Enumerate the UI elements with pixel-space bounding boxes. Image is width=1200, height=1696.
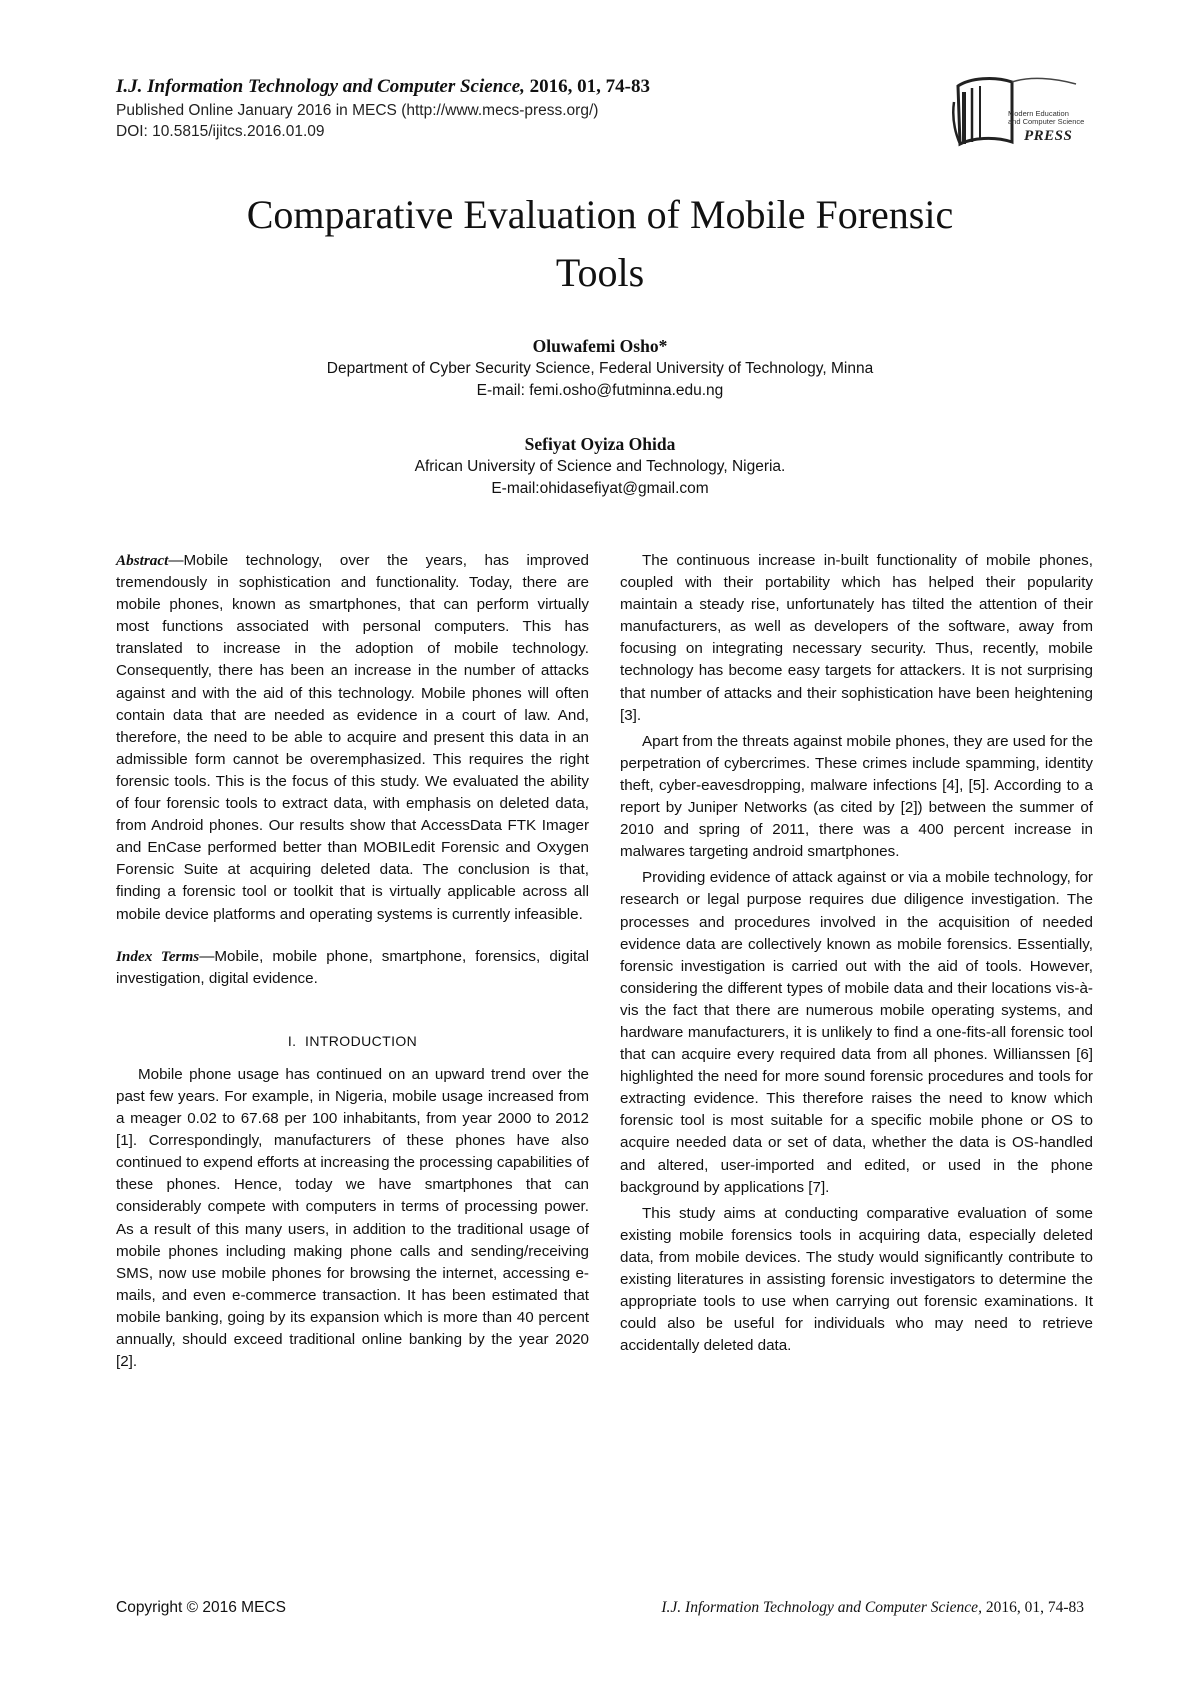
footer-issue: 2016, 01, 74-83: [981, 1599, 1084, 1616]
index-terms-label: Index Terms: [116, 947, 200, 965]
title-line-1: Comparative Evaluation of Mobile Forensic: [246, 192, 954, 237]
paragraph: The continuous increase in-built functionality of mobile phones, coupled with their portability which has helped their popularity maintain a steady rise, unfortunately has tilted the attention of their manufacturers, as well as developers of the software, away from focusing on integrating necessary security. Thus, recently, mobile technology has become easy targets for attackers. It is not surprising that number of attacks and their sophistication have been heightening [3].: [620, 552, 1093, 724]
published-line: Published Online January 2016 in MECS (http://www.mecs-press.org/): [116, 102, 599, 119]
publisher-logo: [950, 72, 1090, 152]
index-terms-text: —Mobile, mobile phone, smartphone, forensics, digital investigation, digital evidence.: [116, 947, 590, 987]
journal-issue: 2016, 01, 74-83: [524, 76, 650, 97]
section-heading-introduction: [116, 1030, 589, 1052]
abstract-label: Abstract: [116, 552, 169, 569]
author-name: Sefiyat Oyiza Ohida: [524, 434, 676, 454]
footer-citation: [661, 1598, 1084, 1618]
journal-name: I.J. Information Technology and Computer Science,: [116, 76, 525, 97]
paragraph: This study aims at conducting comparative evaluation of some existing mobile forensics tools in acquiring data, especially deleted data, from mobile devices. The study would significantly contribute to existing literatures in assisting forensic investigators to determine the appropriate tools to use when carrying out forensic examinations. It could also be useful for individuals who may need to retrieve accidentally deleted data.: [620, 1204, 1093, 1355]
paragraph: Apart from the threats against mobile phones, they are used for the perpetration of cybercrimes. These crimes include spamming, identity theft, cyber-eavesdropping, malware infections [4], [5]. According to a report by Juniper Networks (as cited by [2]) between the summer of 2010 and spring of 2011, there was a 400 percent increase in malwares targeting android smartphones.: [620, 732, 1093, 861]
author-block-2: [100, 432, 1100, 500]
abstract-text: —Mobile technology, over the years, has improved tremendously in sophistication and functionality. Today, there are mobile phones, known as smartphones, that can perform virtually most functions associated with personal computers. This has translated to increase in the adoption of mobile technology. Consequently, there has been an increase in the number of attacks against and with the aid of this technology. Mobile phones will often contain data that are needed as evidence in a court of law. And, therefore, the need to be able to acquire and present this data in an admissible form cannot be overemphasized. This requires the right forensic tools. This is the focus of this study. We evaluated the ability of four forensic tools to extract data, with emphasis on deleted data, from Android phones. Our results show that AccessData FTK Imager and EnCase performed better than MOBILedit Forensic and Oxygen Forensic Suite at acquiring deleted data. The conclusion is that, finding a forensic tool or toolkit that is virtually applicable across all mobile device platforms and operating systems is currently infeasible.: [116, 552, 589, 923]
paragraph: Mobile phone usage has continued on an upward trend over the past few years. For example, in Nigeria, mobile usage increased from a meager 0.02 to 67.68 per 100 inhabitants, from year 2000 to 2012 [1]. Correspondingly, manufacturers of these phones have also continued to expend efforts at increasing the processing capabilities of these phones. Hence, today we have smartphones that can considerably compete with computers in terms of processing power. As a result of this many users, in addition to the traditional usage of mobile phones including making phone calls and sending/receiving SMS, now use mobile phones for browsing the internet, accessing e-mails, and even e-commerce transaction. It has been estimated that mobile banking, going by its expansion which is more than 40 percent annually, should exceed traditional online banking by the year 2020 [2].: [116, 1065, 589, 1371]
journal-citation: [116, 74, 876, 100]
logo-text: [1008, 110, 1090, 126]
author-affiliation: African University of Science and Technology, Nigeria.: [414, 458, 786, 475]
logo-line-1: Modern Education: [1008, 109, 1069, 118]
author-block-1: [100, 334, 1100, 402]
logo-press: PRESS: [1024, 128, 1073, 144]
paper-title: [100, 186, 1100, 302]
doi-line: DOI: 10.5815/ijitcs.2016.01.09: [116, 123, 325, 140]
right-column: [620, 550, 1093, 1357]
index-terms: [116, 946, 589, 990]
footer-copyright: Copyright © 2016 MECS: [116, 1599, 286, 1616]
section-number: I.: [287, 1032, 297, 1049]
journal-header: [116, 74, 876, 142]
author-affiliation: Department of Cyber Security Science, Federal University of Technology, Minna: [326, 360, 874, 377]
author-name: Oluwafemi Osho*: [532, 336, 668, 356]
section-title: INTRODUCTION: [305, 1032, 418, 1049]
logo-line-2: and Computer Science: [1008, 117, 1085, 126]
author-email: E-mail:ohidasefiyat@gmail.com: [491, 480, 709, 497]
paragraph: Providing evidence of attack against or via a mobile technology, for research or legal purpose requires due diligence investigation. The processes and procedures involved in the acquisition of needed evidence data are collectively known as mobile forensics. Essentially, forensic investigation is carried out with the aid of tools. However, considering the different types of mobile data and their locations vis-à-vis the fact that there are numerous mobile operating systems, and hardware manufacturers, it is unlikely to find a one-fits-all forensic tool that can acquire every required data from all phones. Willianssen [6] highlighted the need for more sound forensic procedures and tools for extracting evidence. This therefore raises the need to know which forensic tool is most suitable for a specific mobile phone or OS to acquire needed data or set of data, whether the data is OS-handled and altered, user-imported and edited, or used in the phone background by applications [7].: [620, 869, 1093, 1196]
abstract: [116, 550, 589, 926]
title-line-2: Tools: [555, 250, 645, 295]
left-column: [116, 550, 589, 1373]
author-email: E-mail: femi.osho@futminna.edu.ng: [476, 382, 724, 399]
footer-journal: I.J. Information Technology and Computer Science,: [661, 1599, 982, 1616]
